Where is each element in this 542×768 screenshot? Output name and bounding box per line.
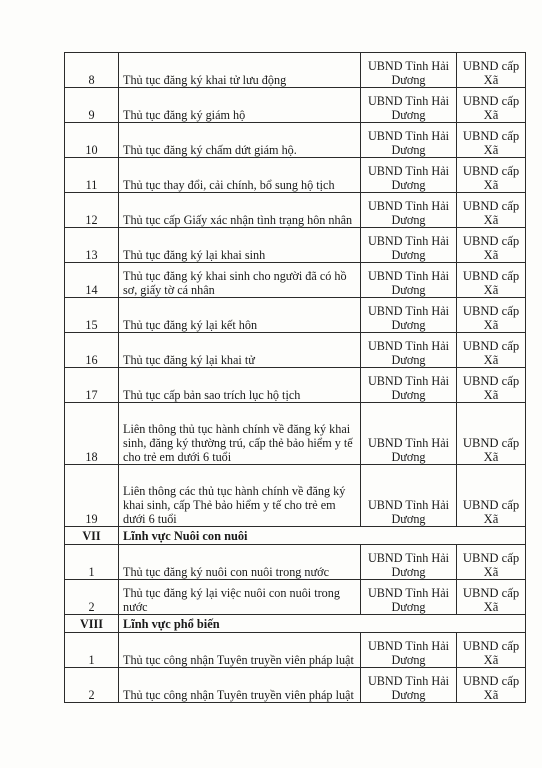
procedures-table xyxy=(64,52,526,703)
table-row xyxy=(65,403,526,465)
issuing-agency: UBND Tỉnh Hải Dương xyxy=(361,123,457,158)
issuing-agency: UBND Tỉnh Hải Dương xyxy=(361,298,457,333)
table-row xyxy=(65,368,526,403)
implementation-level: UBND cấp Xã xyxy=(457,263,526,298)
procedure-name: Thủ tục đăng ký nuôi con nuôi trong nước xyxy=(119,545,361,580)
implementation-level: UBND cấp Xã xyxy=(457,333,526,368)
issuing-agency: UBND Tỉnh Hải Dương xyxy=(361,193,457,228)
section-number: VIII xyxy=(65,615,119,633)
section-row xyxy=(65,527,526,545)
table-row xyxy=(65,333,526,368)
implementation-level: UBND cấp Xã xyxy=(457,158,526,193)
implementation-level: UBND cấp Xã xyxy=(457,298,526,333)
table-row xyxy=(65,88,526,123)
row-number: 18 xyxy=(65,403,119,465)
procedure-name: Thủ tục cấp Giấy xác nhận tình trạng hôn nhân xyxy=(119,193,361,228)
procedure-name: Thủ tục thay đổi, cải chính, bổ sung hộ tịch xyxy=(119,158,361,193)
implementation-level: UBND cấp Xã xyxy=(457,633,526,668)
procedure-name: Thủ tục đăng ký giám hộ xyxy=(119,88,361,123)
issuing-agency: UBND Tỉnh Hải Dương xyxy=(361,53,457,88)
row-number: 17 xyxy=(65,368,119,403)
issuing-agency: UBND Tỉnh Hải Dương xyxy=(361,668,457,703)
table-row xyxy=(65,263,526,298)
implementation-level: UBND cấp Xã xyxy=(457,88,526,123)
table-row xyxy=(65,668,526,703)
issuing-agency: UBND Tỉnh Hải Dương xyxy=(361,545,457,580)
procedure-name: Thủ tục đăng ký khai tử lưu động xyxy=(119,53,361,88)
issuing-agency: UBND Tỉnh Hải Dương xyxy=(361,88,457,123)
implementation-level: UBND cấp Xã xyxy=(457,228,526,263)
implementation-level: UBND cấp Xã xyxy=(457,368,526,403)
implementation-level: UBND cấp Xã xyxy=(457,545,526,580)
row-number: 2 xyxy=(65,580,119,615)
table-row xyxy=(65,465,526,527)
row-number: 10 xyxy=(65,123,119,158)
implementation-level: UBND cấp Xã xyxy=(457,465,526,527)
row-number: 2 xyxy=(65,668,119,703)
row-number: 1 xyxy=(65,633,119,668)
issuing-agency: UBND Tỉnh Hải Dương xyxy=(361,228,457,263)
procedure-name: Liên thông thủ tục hành chính về đăng ký khai sinh, đăng ký thường trú, cấp thẻ bảo hiểm y tế cho trẻ em dưới 6 tuổi xyxy=(119,403,361,465)
issuing-agency: UBND Tỉnh Hải Dương xyxy=(361,333,457,368)
issuing-agency: UBND Tỉnh Hải Dương xyxy=(361,580,457,615)
issuing-agency: UBND Tỉnh Hải Dương xyxy=(361,465,457,527)
row-number: 16 xyxy=(65,333,119,368)
row-number: 12 xyxy=(65,193,119,228)
table-row xyxy=(65,228,526,263)
table-row xyxy=(65,580,526,615)
implementation-level: UBND cấp Xã xyxy=(457,53,526,88)
implementation-level: UBND cấp Xã xyxy=(457,123,526,158)
procedure-name: Liên thông các thủ tục hành chính về đăng ký khai sinh, cấp Thẻ bảo hiểm y tế cho trẻ em dưới 6 tuổi xyxy=(119,465,361,527)
table-row xyxy=(65,633,526,668)
issuing-agency: UBND Tỉnh Hải Dương xyxy=(361,403,457,465)
issuing-agency: UBND Tỉnh Hải Dương xyxy=(361,158,457,193)
issuing-agency: UBND Tỉnh Hải Dương xyxy=(361,368,457,403)
procedure-name: Thủ tục đăng ký khai sinh cho người đã có hồ sơ, giấy tờ cá nhân xyxy=(119,263,361,298)
section-title: Lĩnh vực phổ biến xyxy=(119,615,526,633)
row-number: 14 xyxy=(65,263,119,298)
procedure-name: Thủ tục đăng ký lại việc nuôi con nuôi trong nước xyxy=(119,580,361,615)
row-number: 11 xyxy=(65,158,119,193)
implementation-level: UBND cấp Xã xyxy=(457,403,526,465)
procedure-name: Thủ tục đăng ký chấm dứt giám hộ. xyxy=(119,123,361,158)
table-row xyxy=(65,193,526,228)
table-row xyxy=(65,298,526,333)
procedure-name: Thủ tục đăng ký lại khai tử xyxy=(119,333,361,368)
table-row xyxy=(65,123,526,158)
procedure-name: Thủ tục cấp bản sao trích lục hộ tịch xyxy=(119,368,361,403)
issuing-agency: UBND Tỉnh Hải Dương xyxy=(361,263,457,298)
section-number: VII xyxy=(65,527,119,545)
procedure-name: Thủ tục đăng ký lại khai sinh xyxy=(119,228,361,263)
row-number: 1 xyxy=(65,545,119,580)
row-number: 19 xyxy=(65,465,119,527)
implementation-level: UBND cấp Xã xyxy=(457,580,526,615)
section-row xyxy=(65,615,526,633)
implementation-level: UBND cấp Xã xyxy=(457,668,526,703)
section-title: Lĩnh vực Nuôi con nuôi xyxy=(119,527,526,545)
procedure-name: Thủ tục công nhận Tuyên truyền viên pháp luật xyxy=(119,633,361,668)
row-number: 13 xyxy=(65,228,119,263)
issuing-agency: UBND Tỉnh Hải Dương xyxy=(361,633,457,668)
table-row xyxy=(65,545,526,580)
table-row xyxy=(65,158,526,193)
procedure-name: Thủ tục công nhận Tuyên truyền viên pháp luật xyxy=(119,668,361,703)
implementation-level: UBND cấp Xã xyxy=(457,193,526,228)
row-number: 9 xyxy=(65,88,119,123)
row-number: 8 xyxy=(65,53,119,88)
table-row xyxy=(65,53,526,88)
row-number: 15 xyxy=(65,298,119,333)
procedure-name: Thủ tục đăng ký lại kết hôn xyxy=(119,298,361,333)
procedures-table-body xyxy=(65,53,526,703)
